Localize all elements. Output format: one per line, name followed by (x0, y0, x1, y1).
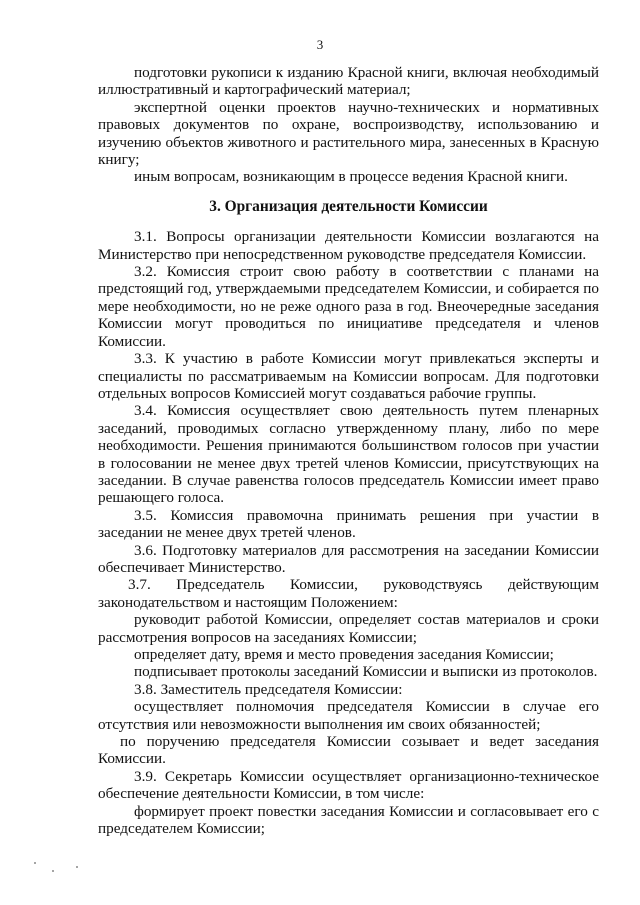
paragraph-3-3: 3.3. К участию в работе Комиссии могут привлекаться эксперты и специалисты по рассматриваемым на Комиссии вопросам. Для подготовки отдельных вопросов Комиссией могут создаваться рабочие группы. (98, 350, 599, 402)
section-heading: 3. Организация деятельности Комиссии (209, 197, 488, 215)
scan-speck (34, 862, 36, 864)
paragraph-chair-duty-1: руководит работой Комиссии, определяет состав материалов и сроки рассмотрения вопросов на заседаниях Комиссии; (98, 611, 599, 646)
paragraph-3-2: 3.2. Комиссия строит свою работу в соответствии с планами на предстоящий год, утверждаемыми председателем Комиссии, и собирается по мере необходимости, но не реже одного раза в год. Внеочередные заседания Комиссии могут проводиться по инициативе председателя и членов Комиссии. (98, 263, 599, 350)
paragraph-3-8: 3.8. Заместитель председателя Комиссии: (134, 680, 403, 698)
scan-speck (52, 870, 54, 872)
paragraph-chair-duty-2: определяет дату, время и место проведения заседания Комиссии; (134, 646, 554, 663)
document-body (98, 64, 599, 837)
paragraph-3-1: 3.1. Вопросы организации деятельности Комиссии возлагаются на Министерство при непосредственном руководстве председателя Комиссии. (98, 228, 599, 263)
paragraph-3-5: 3.5. Комиссия правомочна принимать решения при участии в заседании не менее двух третей членов. (98, 506, 599, 542)
paragraph-3-4: 3.4. Комиссия осуществляет свою деятельность путем пленарных заседаний, проводимых согласно утвержденному плану, либо по мере необходимости. Решения принимаются большинством голосов при участии в голосовании не менее двух третей членов Комиссии, присутствующих на заседании. В случае равенства голосов председатель Комиссии имеет право решающего голоса. (98, 402, 599, 507)
paragraph-3-6: 3.6. Подготовку материалов для рассмотрения на заседании Комиссии обеспечивает Министерство. (98, 541, 599, 576)
paragraph-other-questions: иным вопросам, возникающим в процессе ведения Красной книги. (134, 168, 568, 186)
paragraph-secretary-duty-1: формирует проект повестки заседания Комиссии и согласовывает его с председателем Комиссии; (98, 802, 599, 838)
page-number: 3 (316, 37, 324, 52)
paragraph-deputy-duty-2: по поручению председателя Комиссии созывает и ведет заседания Комиссии. (98, 733, 599, 768)
paragraph-expert-review: экспертной оценки проектов научно-технических и нормативных правовых документов по охране, воспроизводству, использованию и изучению объектов животного и растительного мира, занесенных в Красную книгу; (98, 98, 599, 169)
paragraph-chair-duty-3: подписывает протоколы заседаний Комиссии и выписки из протоколов. (134, 663, 598, 681)
paragraph-3-7-rest: законодательством и настоящим Положением: (98, 593, 398, 611)
paragraph-3-9: 3.9. Секретарь Комиссии осуществляет организационно-техническое обеспечение деятельности Комиссии, в том числе: (98, 767, 599, 803)
paragraph-deputy-duty-1: осуществляет полномочия председателя Комиссии в случае его отсутствия или невозможности выполнения им своих обязанностей; (98, 698, 599, 733)
paragraph-manuscript: подготовки рукописи к изданию Красной книги, включая необходимый иллюстративный и картографический материал; (98, 64, 599, 99)
paragraph-3-7-first-line: 3.7. Председатель Комиссии, руководствуясь действующим (128, 576, 599, 594)
scan-speck (76, 866, 78, 868)
